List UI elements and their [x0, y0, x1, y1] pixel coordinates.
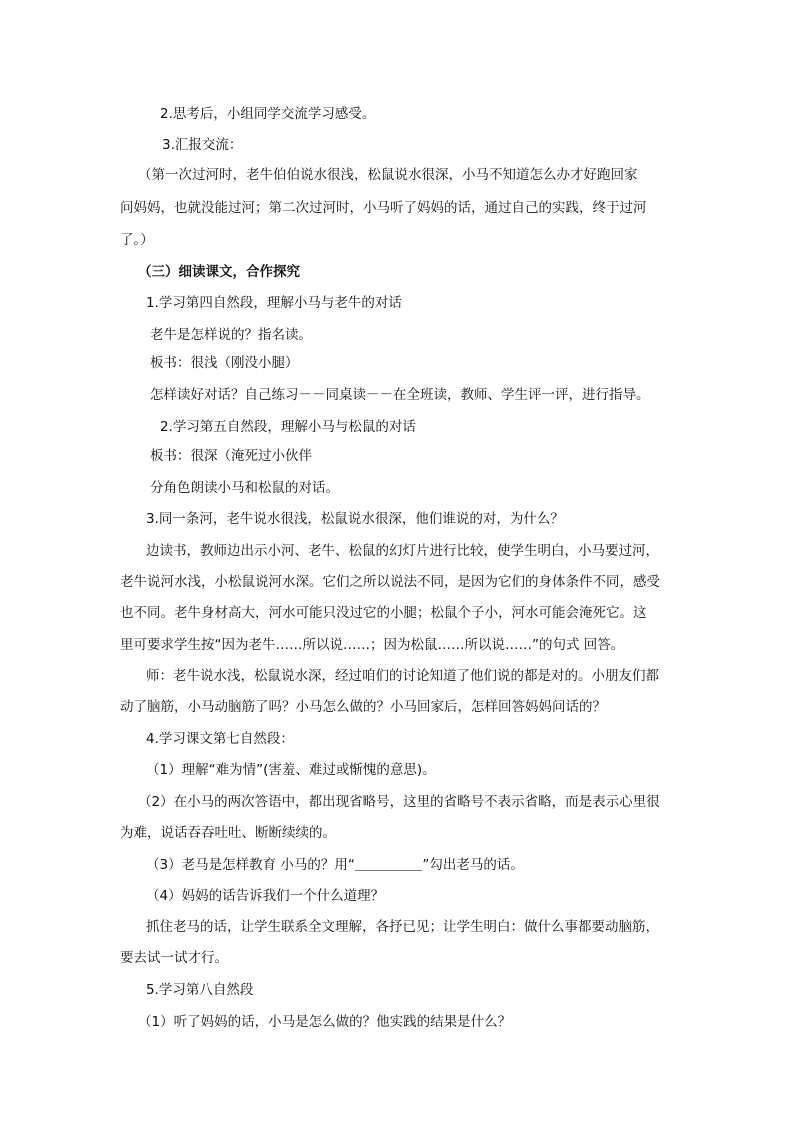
text-line: 板书：很深（淹死过小伙伴 [150, 448, 312, 464]
text-line: （4）妈妈的话告诉我们一个什么道理？ [146, 888, 385, 904]
text-line: 师：老牛说水浅，松鼠说水深，经过咱们的讨论知道了他们说的都是对的。小朋友们都 [146, 668, 659, 684]
text-line: 老牛说河水浅，小松鼠说河水深。它们之所以说法不同，是因为它们的身体条件不同，感受 [120, 574, 660, 590]
text-line: （1）理解“难为情”(害羞、难过或惭愧的意思)。 [146, 762, 436, 778]
text-line: 问妈妈，也就没能过河；第二次过河时，小马听了妈妈的话，通过自己的实践，终于过河 [120, 200, 647, 216]
text-line: 为难，说话吞吞吐吐、断断续续的。 [120, 825, 336, 841]
text-line: 1.学习第四自然段，理解小马与老牛的对话 [146, 295, 402, 311]
text-line: 板书：很浅（刚没小腿） [150, 355, 299, 371]
text-line: （3）老马是怎样教育 小马的？用“＿＿＿＿＿”勾出老马的话。 [146, 857, 524, 873]
text-line: 怎样读好对话？自己练习－－同桌读－－在全班读，教师、学生评一评，进行指导。 [150, 387, 650, 403]
text-line: 2.思考后，小组同学交流学习感受。 [160, 106, 376, 122]
text-line: 老牛是怎样说的？指名读。 [150, 327, 312, 343]
text-line: 2.学习第五自然段，理解小马与松鼠的对话 [160, 419, 416, 435]
text-line: （2）在小马的两次答语中，都出现省略号，这里的省略号不表示省略，而是表示心里很 [138, 794, 660, 810]
text-line: 要去试一试才行。 [120, 950, 228, 966]
text-line: 了。） [120, 232, 154, 248]
text-line: 分角色朗读小马和松鼠的对话。 [150, 480, 339, 496]
text-line: 边读书，教师边出示小河、老牛、松鼠的幻灯片进行比较，使学生明白，小马要过河， [146, 543, 659, 559]
text-line: 3.汇报交流： [162, 137, 243, 153]
text-line: （第一次过河时，老牛伯伯说水很浅，松鼠说水很深，小马不知道怎么办才好跑回家 [138, 167, 638, 183]
text-line: 里可要求学生按“因为老牛……所以说……；因为松鼠……所以说……”的句式 回答。 [120, 637, 625, 653]
text-line: 抓住老马的话，让学生联系全文理解，各抒已见；让学生明白：做什么事都要动脑筋， [146, 919, 659, 935]
section-heading: （三）细读课文，合作探究 [138, 264, 300, 280]
text-line: 4.学习课文第七自然段： [146, 731, 294, 747]
text-line: 动了脑筋，小马动脑筋了吗？小马怎么做的？小马回家后，怎样回答妈妈问话的？ [120, 699, 606, 715]
text-line: 5.学习第八自然段 [146, 982, 254, 998]
text-line: （1）听了妈妈的话，小马是怎么做的？他实践的结果是什么？ [138, 1014, 512, 1030]
text-line: 也不同。老牛身材高大，河水可能只没过它的小腿；松鼠个子小，河水可能会淹死它。这 [120, 605, 647, 621]
text-line: 3.同一条河，老牛说水很浅，松鼠说水很深，他们谁说的对，为什么？ [146, 511, 564, 527]
